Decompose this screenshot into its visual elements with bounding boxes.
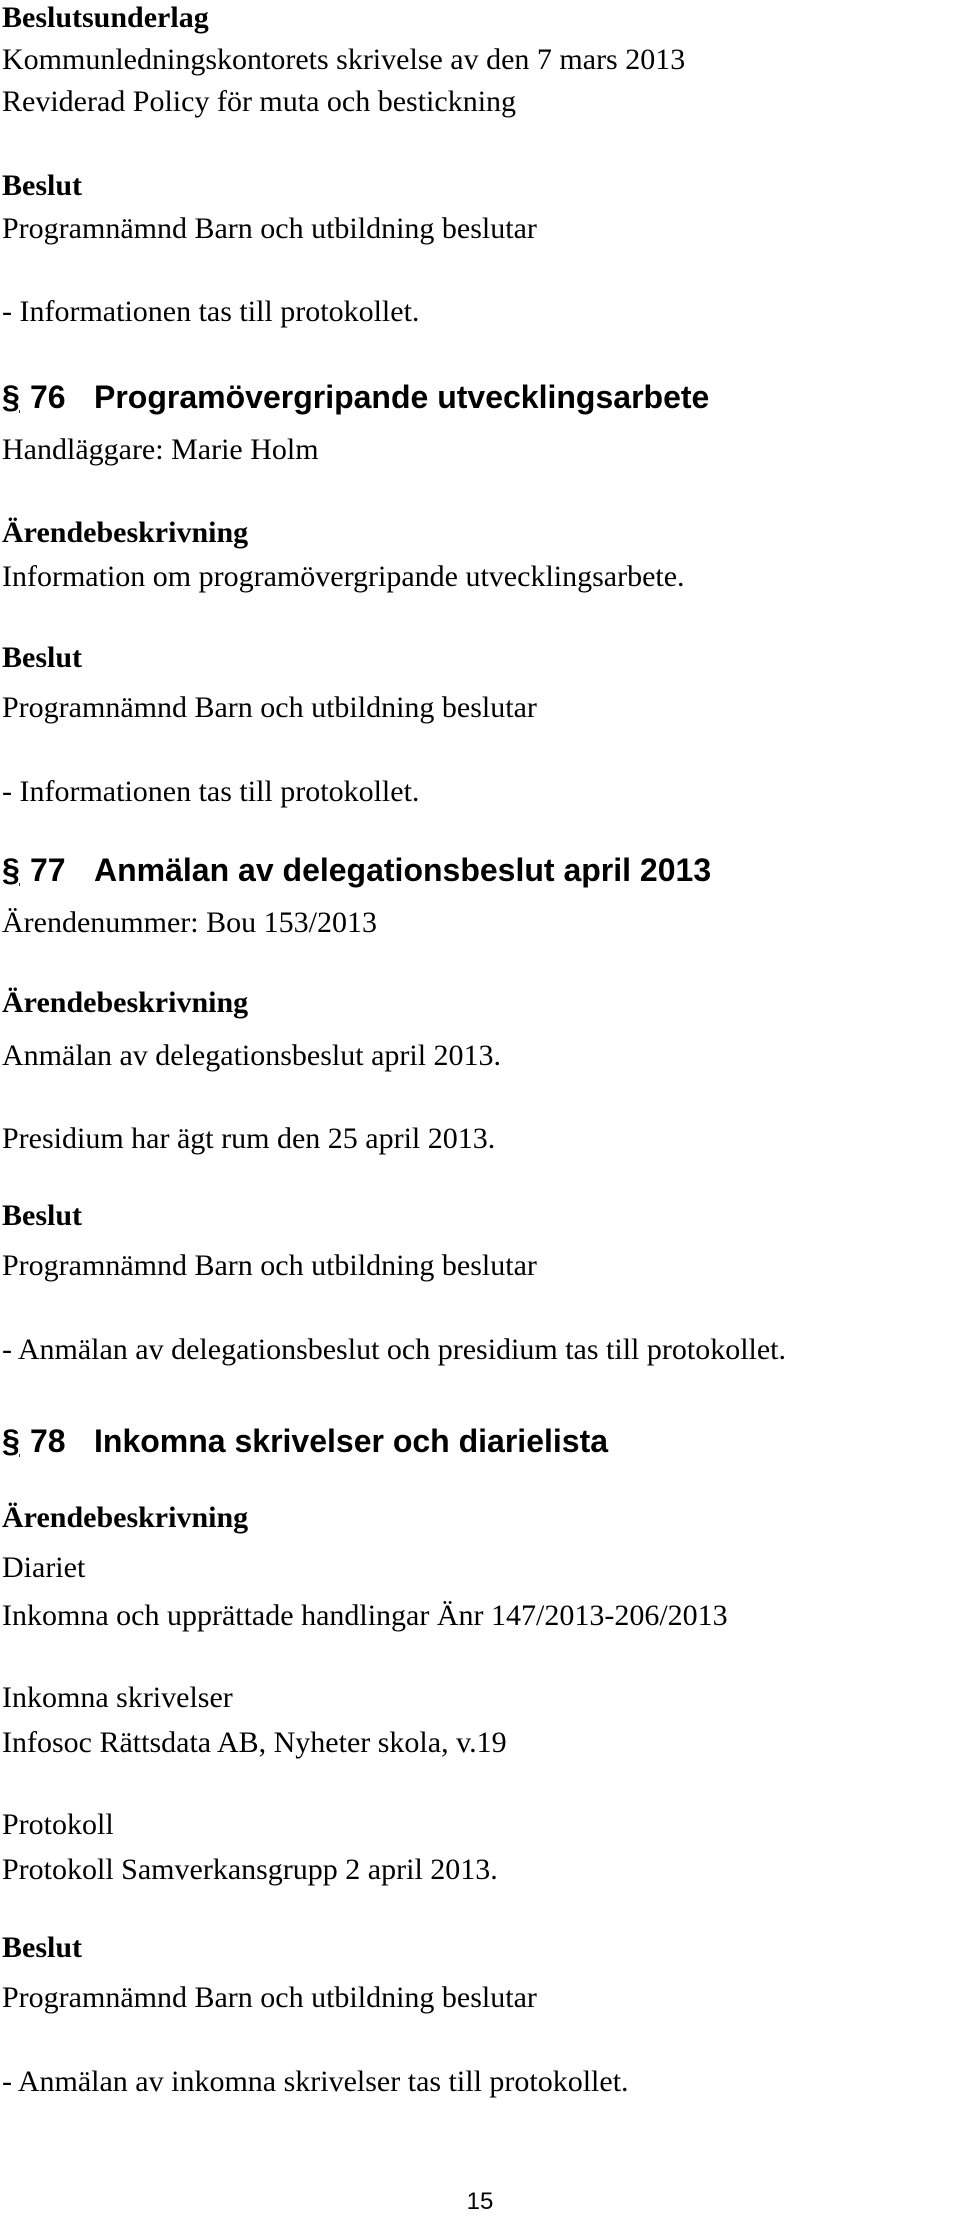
group-text: Protokoll Samverkansgrupp 2 april 2013. <box>2 1853 498 1886</box>
section-heading-78 <box>2 1422 608 1460</box>
desc-line: Anmälan av delegationsbeslut april 2013. <box>2 1039 502 1072</box>
desc-line: Presidium har ägt rum den 25 april 2013. <box>2 1122 496 1155</box>
section-number: 77 <box>30 852 66 888</box>
beslut-text: - Informationen tas till protokollet. <box>2 775 420 808</box>
beslut-lead: Programnämnd Barn och utbildning beslutar <box>2 1981 537 2014</box>
beslutsunderlag-heading: Beslutsunderlag <box>2 1 209 34</box>
group-label: Protokoll <box>2 1808 114 1841</box>
underlag-item: Kommunledningskontorets skrivelse av den 7 mars 2013 <box>2 43 686 76</box>
beslut-text: - Informationen tas till protokollet. <box>2 295 420 328</box>
desc-line: Information om programövergripande utvecklingsarbete. <box>2 560 685 593</box>
beslut-lead: Programnämnd Barn och utbildning beslutar <box>2 691 537 724</box>
desc-heading: Ärendebeskrivning <box>2 1501 249 1534</box>
page-number: 15 <box>466 2188 494 2215</box>
section-heading-77 <box>2 851 711 889</box>
beslut-heading: Beslut <box>2 169 83 202</box>
group-text: Inkomna och upprättade handlingar Änr 147/2013-206/2013 <box>2 1599 728 1632</box>
beslut-text: - Anmälan av delegationsbeslut och presidium tas till protokollet. <box>2 1333 787 1366</box>
beslut-lead: Programnämnd Barn och utbildning beslutar <box>2 212 537 245</box>
section-sign: § <box>2 1423 20 1459</box>
beslut-heading: Beslut <box>2 1931 83 1964</box>
beslut-text: - Anmälan av inkomna skrivelser tas till protokollet. <box>2 2065 629 2098</box>
desc-heading: Ärendebeskrivning <box>2 516 249 549</box>
section-heading-76 <box>2 378 709 416</box>
section-meta: Handläggare: Marie Holm <box>2 433 319 466</box>
beslut-heading: Beslut <box>2 1199 83 1232</box>
section-number: 76 <box>30 379 66 415</box>
section-title: Anmälan av delegationsbeslut april 2013 <box>94 852 712 888</box>
section-number: 78 <box>30 1423 66 1459</box>
beslut-heading: Beslut <box>2 641 83 674</box>
beslut-lead: Programnämnd Barn och utbildning beslutar <box>2 1249 537 1282</box>
group-label: Inkomna skrivelser <box>2 1681 233 1714</box>
section-title: Inkomna skrivelser och diarielista <box>94 1423 609 1459</box>
group-label: Diariet <box>2 1551 86 1584</box>
section-sign: § <box>2 379 20 415</box>
underlag-item: Reviderad Policy för muta och bestickning <box>2 85 517 118</box>
desc-heading: Ärendebeskrivning <box>2 986 249 1019</box>
group-text: Infosoc Rättsdata AB, Nyheter skola, v.19 <box>2 1726 507 1759</box>
section-title: Programövergripande utvecklingsarbete <box>94 379 710 415</box>
section-sign: § <box>2 852 20 888</box>
section-meta: Ärendenummer: Bou 153/2013 <box>2 906 377 939</box>
